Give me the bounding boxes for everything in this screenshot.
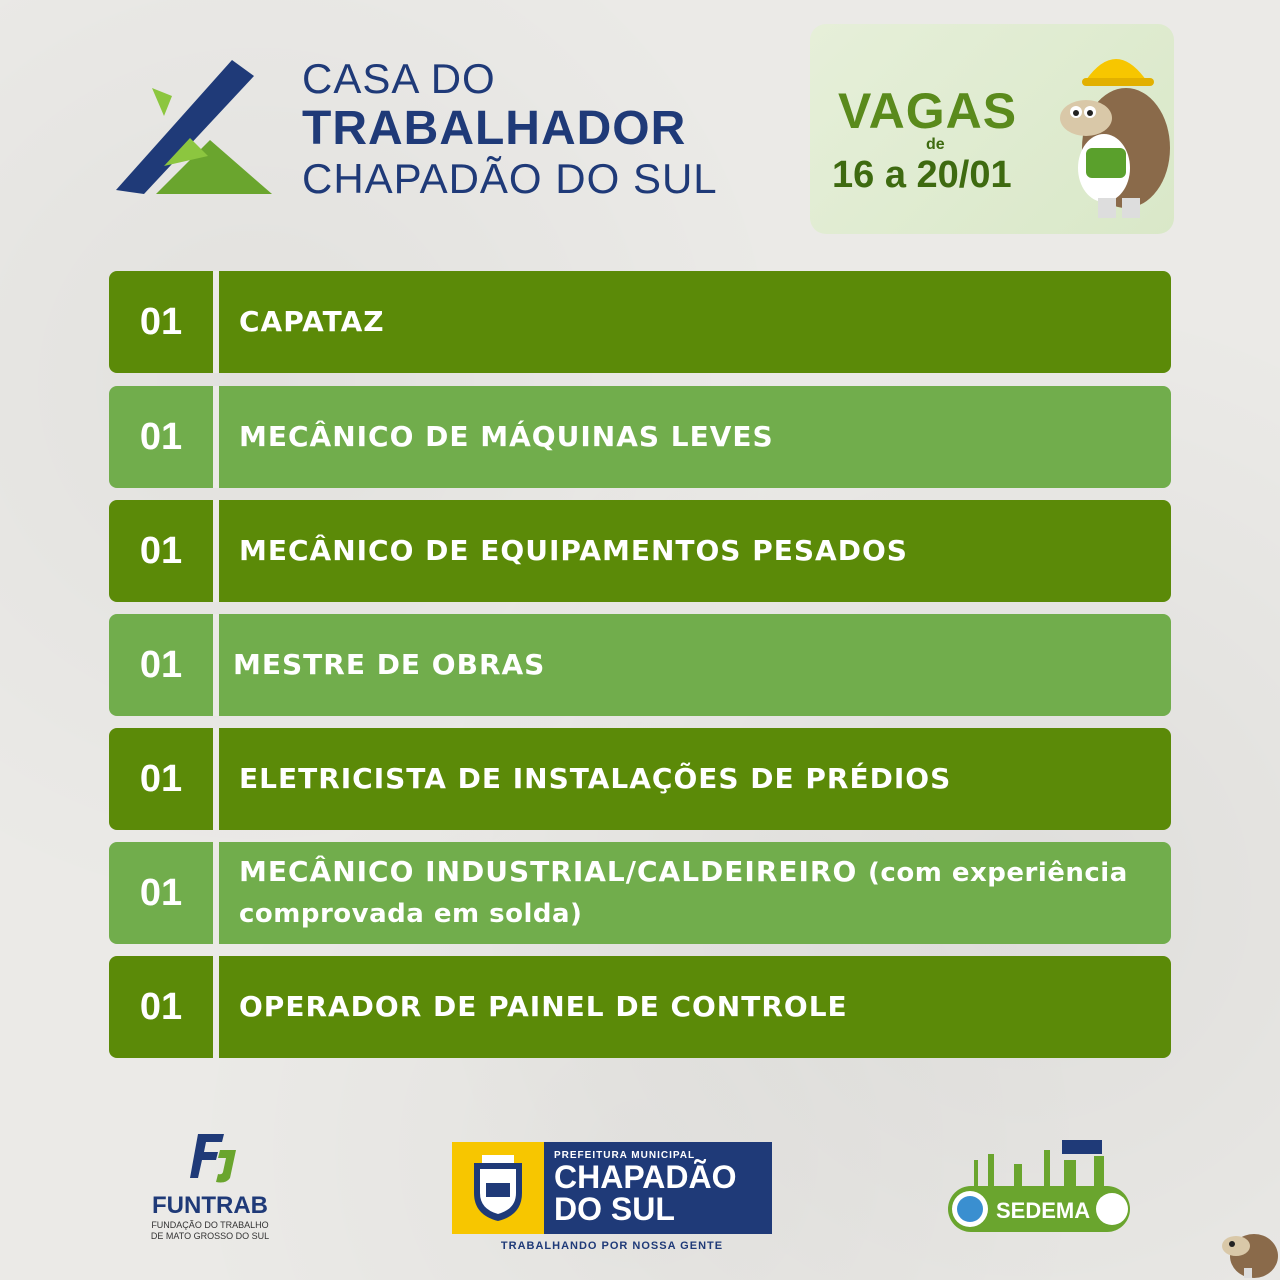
corner-mascot-icon (1214, 1216, 1280, 1280)
title-line2: TRABALHADOR (302, 102, 687, 155)
job-qty: 01 (139, 643, 183, 686)
job-title-multiline (219, 852, 1171, 934)
funtrab-name: FUNTRAB (152, 1192, 268, 1219)
title-line1: CASA DO (302, 55, 496, 102)
job-row (109, 842, 1171, 944)
job-title: CAPATAZ (239, 305, 385, 338)
title-line3: CHAPADÃO DO SUL (302, 155, 718, 202)
job-row (109, 386, 1171, 488)
funtrab-logo (140, 1128, 280, 1242)
prefeitura-logo (452, 1142, 772, 1252)
pref-big2: DO SUL (554, 1191, 675, 1227)
job-qty: 01 (139, 757, 183, 800)
job-row (109, 500, 1171, 602)
casa-trabalhador-logo (112, 58, 292, 198)
vagas-dates: 16 a 20/01 (832, 154, 1012, 196)
armadillo-mascot-icon (1046, 28, 1174, 234)
job-qty: 01 (139, 300, 183, 343)
sedema-logo (944, 1130, 1134, 1240)
job-qty: 01 (139, 415, 183, 458)
pref-small: PREFEITURA MUNICIPAL (554, 1150, 696, 1161)
sedema-name: SEDEMA (996, 1198, 1091, 1223)
job-list (109, 271, 1171, 1070)
job-title: OPERADOR DE PAINEL DE CONTROLE (239, 990, 848, 1023)
job-title-main: MECÂNICO INDUSTRIAL/CALDEIREIRO (239, 855, 858, 888)
funtrab-sub2: DE MATO GROSSO DO SUL (150, 1231, 270, 1241)
job-title: MECÂNICO DE EQUIPAMENTOS PESADOS (239, 534, 908, 567)
funtrab-mark-icon (180, 1128, 240, 1184)
pref-big1: CHAPADÃO (554, 1159, 737, 1195)
pref-tagline: TRABALHANDO POR NOSSA GENTE (500, 1240, 724, 1252)
job-title-note: (com experiência comprovada em solda) (239, 858, 1128, 929)
job-title: ELETRICISTA DE INSTALAÇÕES DE PRÉDIOS (239, 762, 952, 795)
job-qty: 01 (139, 985, 183, 1028)
title-block (302, 56, 718, 202)
job-qty: 01 (139, 871, 183, 914)
job-row (109, 271, 1171, 373)
job-qty: 01 (139, 529, 183, 572)
job-title: MECÂNICO DE MÁQUINAS LEVES (239, 420, 774, 453)
vagas-de: de (926, 136, 945, 153)
job-row (109, 728, 1171, 830)
vagas-title: VAGAS (838, 83, 1018, 139)
vagas-box (810, 24, 1174, 234)
job-row (109, 614, 1171, 716)
job-title: MESTRE DE OBRAS (233, 648, 546, 681)
job-row (109, 956, 1171, 1058)
funtrab-sub1: FUNDAÇÃO DO TRABALHO (151, 1220, 269, 1230)
coat-of-arms-icon (452, 1142, 544, 1234)
